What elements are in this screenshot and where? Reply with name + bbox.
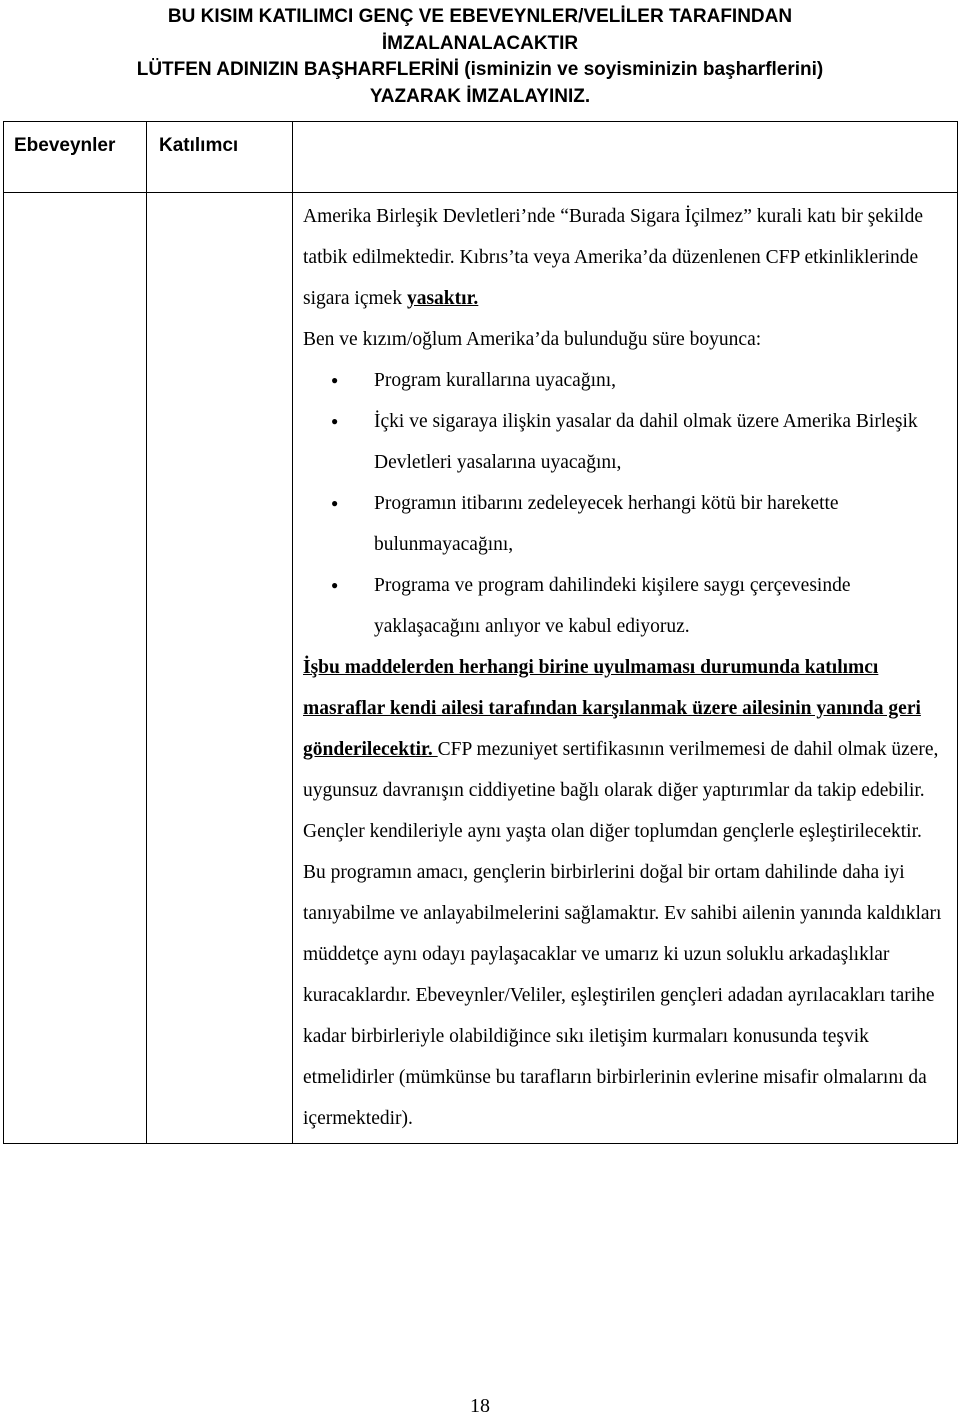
list-item: ● Programın itibarını zedeleyecek herhangi kötü bir harekette bulunmayacağını, — [303, 483, 949, 565]
rules-text-cell — [293, 193, 958, 1144]
table-header-row — [4, 122, 958, 193]
page-header — [0, 4, 960, 110]
participant-header-cell — [147, 122, 293, 193]
consequence-paragraph — [303, 647, 949, 811]
page-number: 18 — [470, 1395, 490, 1417]
host-family-paragraph: Gençler kendileriyle aynı yaşta olan diğer toplumdan gençlerle eşleştirilecektir. Bu programın amacı, gençlerin birbirlerini doğal bir ortam dahilinde daha iyi tanıyabilme ve anlayabilmelerini sağlamaktır. Ev sahibi ailenin yanında kaldıkları müddetçe aynı odayı paylaşacaklar ve umarız ki uzun soluklu arkadaşlıklar kuracaklardır. Ebeveynler/Veliler, eşleştirilen gençleri adadan ayrılacakları tarihe kadar birbirleriyle olabildiğince sıkı iletişim kurmaları konusunda teşvik etmelidirler (mümkünse bu tarafların birbirlerinin evlerine misafir olmalarını da içermektedir). — [303, 821, 942, 1129]
header-line-4: YAZARAK İMZALAYINIZ. — [369, 85, 591, 107]
table-row — [4, 193, 958, 1144]
agreement-list — [303, 360, 949, 647]
parents-header-cell — [4, 122, 147, 193]
consequence-bold-text: İşbu maddelerden herhangi birine uyulmaması durumunda katılımcı masraflar kendi ailesi tarafından karşılanmak üzere ailesinin yanında geri gönderilecektir. — [303, 657, 921, 760]
participant-initials-cell[interactable] — [147, 193, 293, 1144]
smoking-rule-paragraph — [303, 196, 949, 319]
smoking-rule-text: Amerika Birleşik Devletleri’nde “Burada Sigara İçilmez” kurali katı bir şekilde tatbik edilmektedir. Kıbrıs’ta veya Amerika’da düzenlenen CFP etkinliklerinde sigara içmek — [303, 206, 923, 309]
list-item: ● Programa ve program dahilindeki kişilere saygı çerçevesinde yaklaşacağını anlıyor ve kabul ediyoruz. — [303, 565, 949, 647]
list-item: ● Program kurallarına uyacağını, — [303, 360, 949, 401]
agreement-intro: Ben ve kızım/oğlum Amerika’da bulunduğu süre boyunca: — [303, 329, 762, 350]
header-line-2: İMZALANALACAKTIR — [381, 32, 579, 54]
consequence-text: CFP mezuniyet sertifikasının verilmemesi de dahil olmak üzere, uygunsuz davranışın ciddiyetine bağlı olarak diğer yaptırımlar da takip edebilir. — [303, 739, 939, 801]
parents-column-label: Ebeveynler — [14, 135, 116, 156]
participant-column-label: Katılımcı — [159, 135, 239, 156]
signature-table — [3, 121, 958, 1144]
empty-header-cell — [293, 122, 958, 193]
list-item: ● İçki ve sigaraya ilişkin yasalar da dahil olmak üzere Amerika Birleşik Devletleri yasalarına uyacağını, — [303, 401, 949, 483]
smoking-rule-forbidden: yasaktır. — [406, 288, 479, 309]
rules-body — [293, 193, 957, 1143]
header-line-3: LÜTFEN ADINIZIN BAŞHARFLERİNİ (isminizin ve soyisminizin başharflerini) — [136, 59, 824, 80]
header-line-1: BU KISIM KATILIMCI GENÇ VE EBEVEYNLER/VELİLER TARAFINDAN — [167, 6, 793, 27]
parents-initials-cell[interactable] — [4, 193, 147, 1144]
